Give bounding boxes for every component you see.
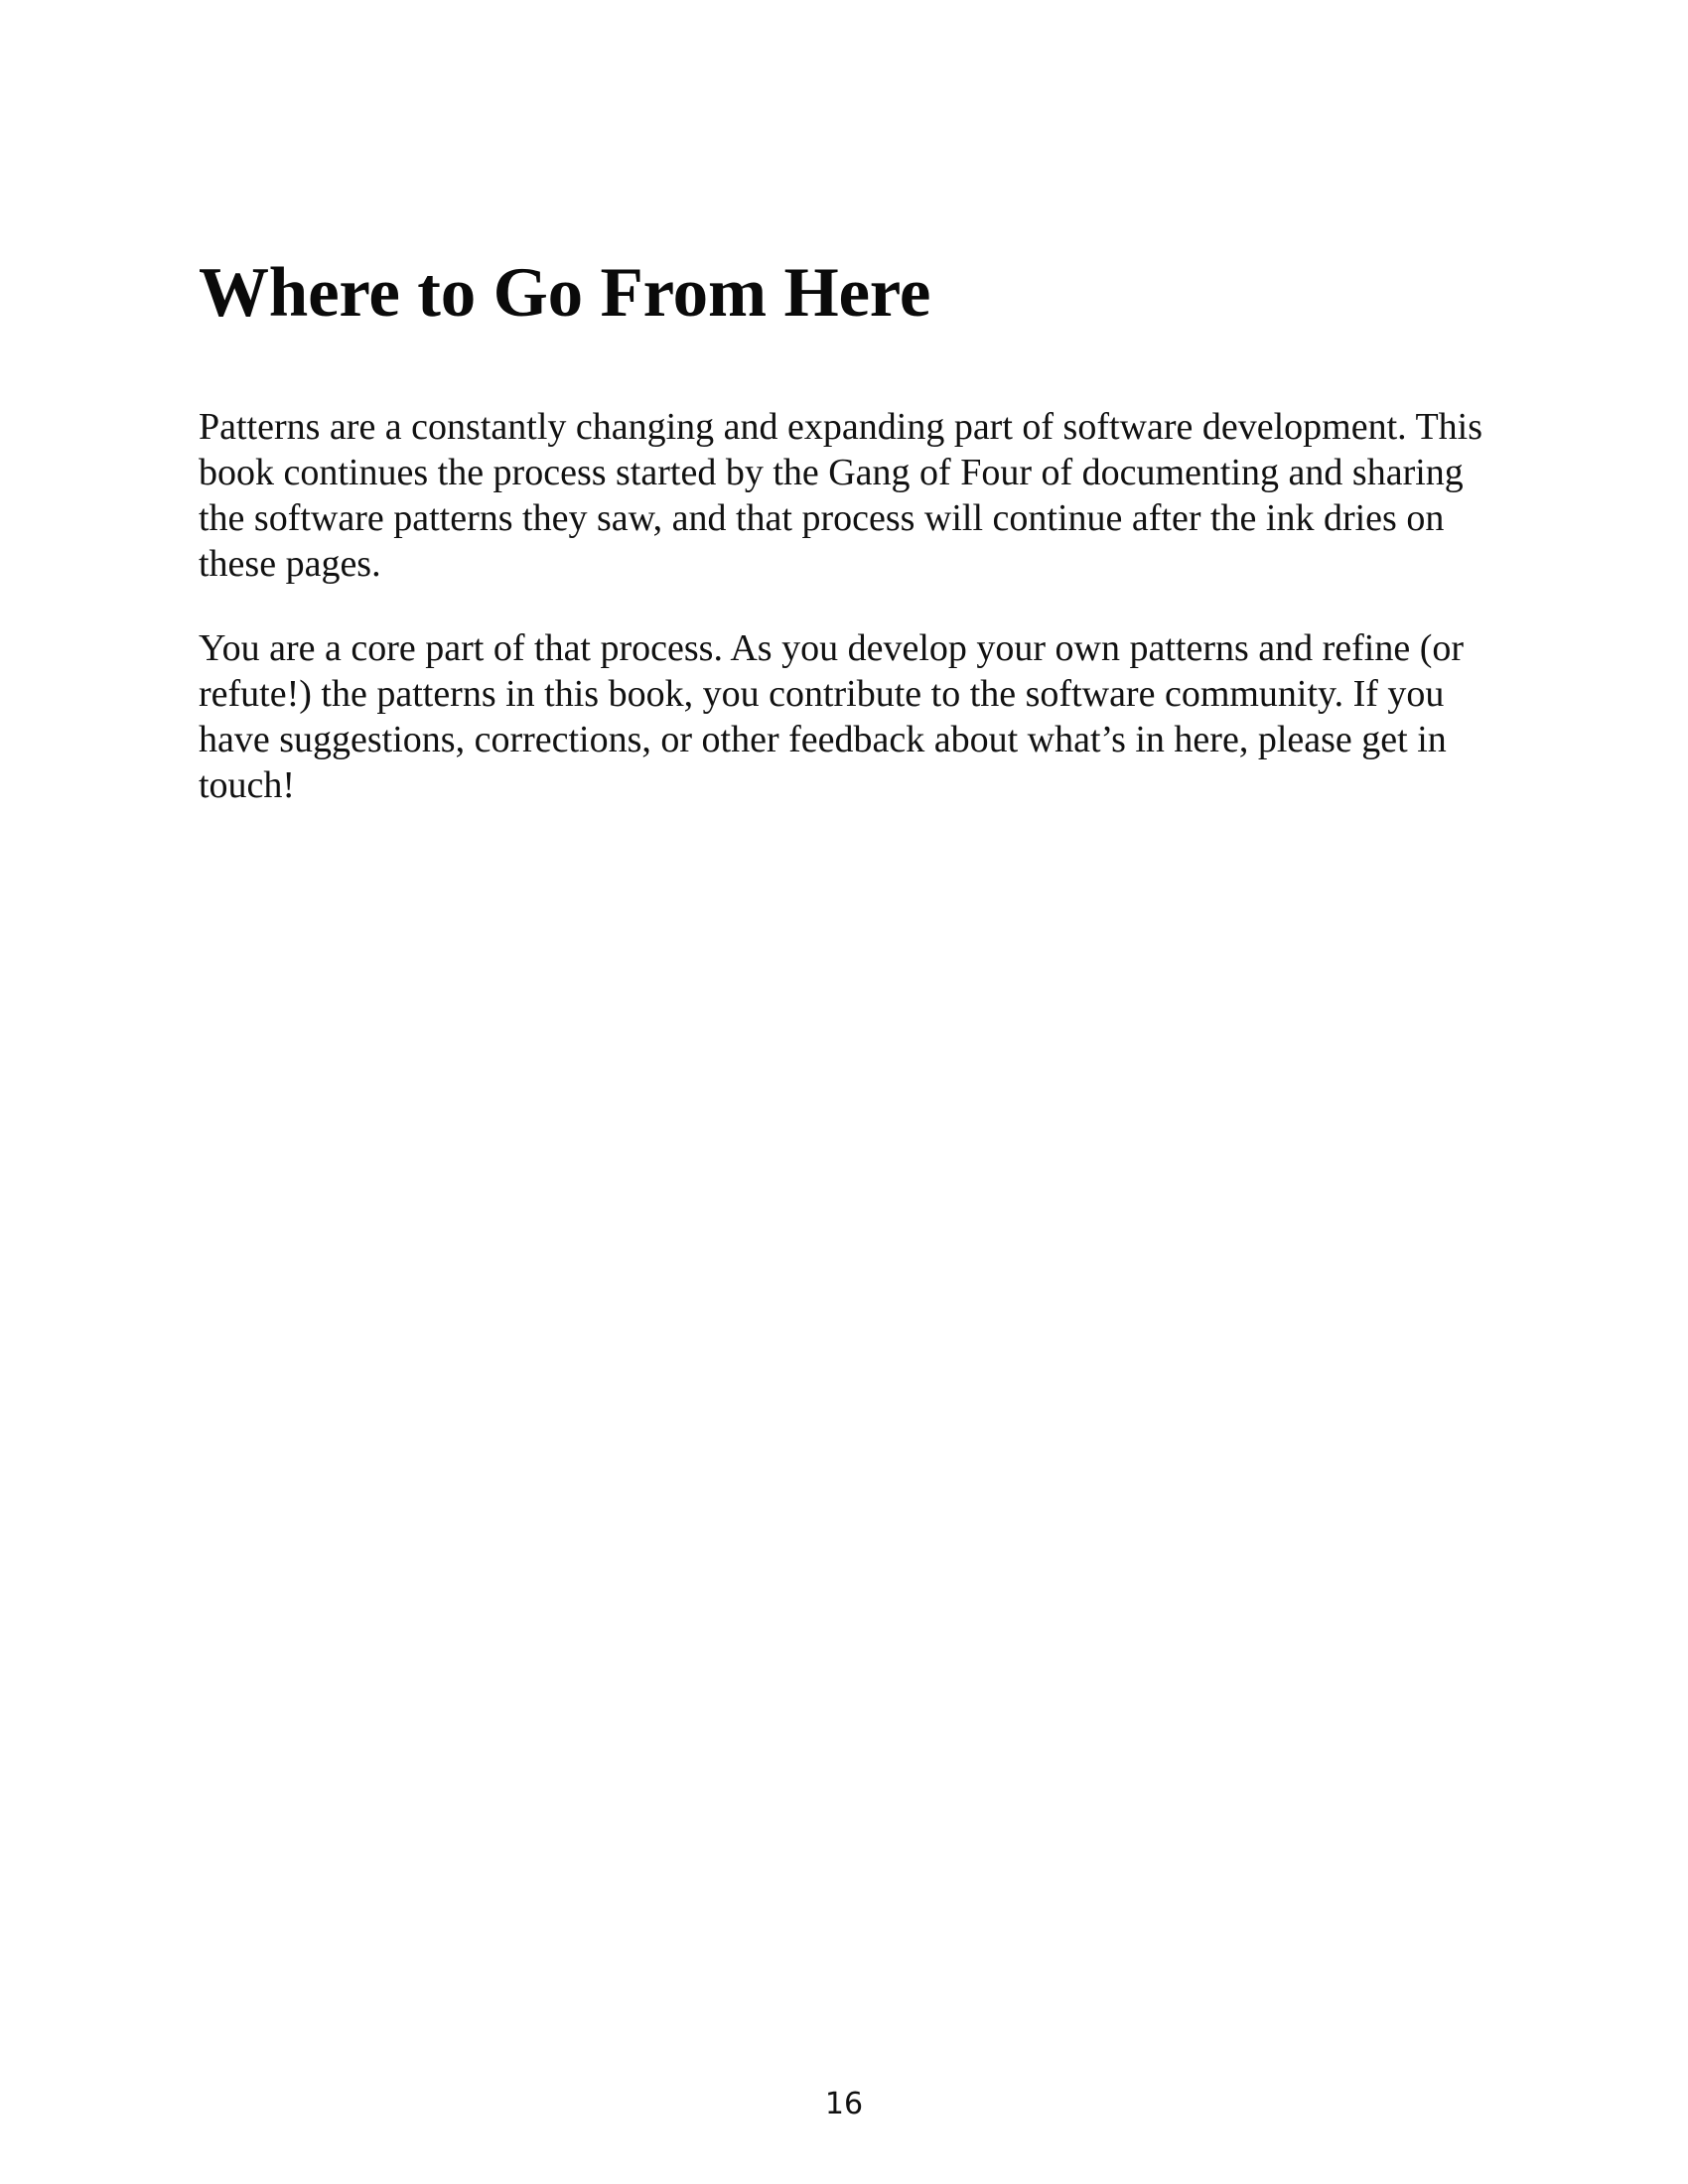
- page-number: 16: [824, 2087, 864, 2121]
- chapter-heading: Where to Go From Here: [199, 254, 931, 332]
- page-content: [199, 256, 1499, 808]
- body-paragraph-1: Patterns are a constantly changing and expanding part of software development. This book continues the process started by the Gang of Four of documenting and sharing the software patterns they saw, and that process will continue after the ink dries on these pages.: [199, 405, 1483, 585]
- body-paragraph-2: You are a core part of that process. As you develop your own patterns and refine (or refute!) the patterns in this book, you contribute to the software community. If you have suggestions, corrections, or other feedback about what’s in here, please get in touch!: [199, 626, 1465, 806]
